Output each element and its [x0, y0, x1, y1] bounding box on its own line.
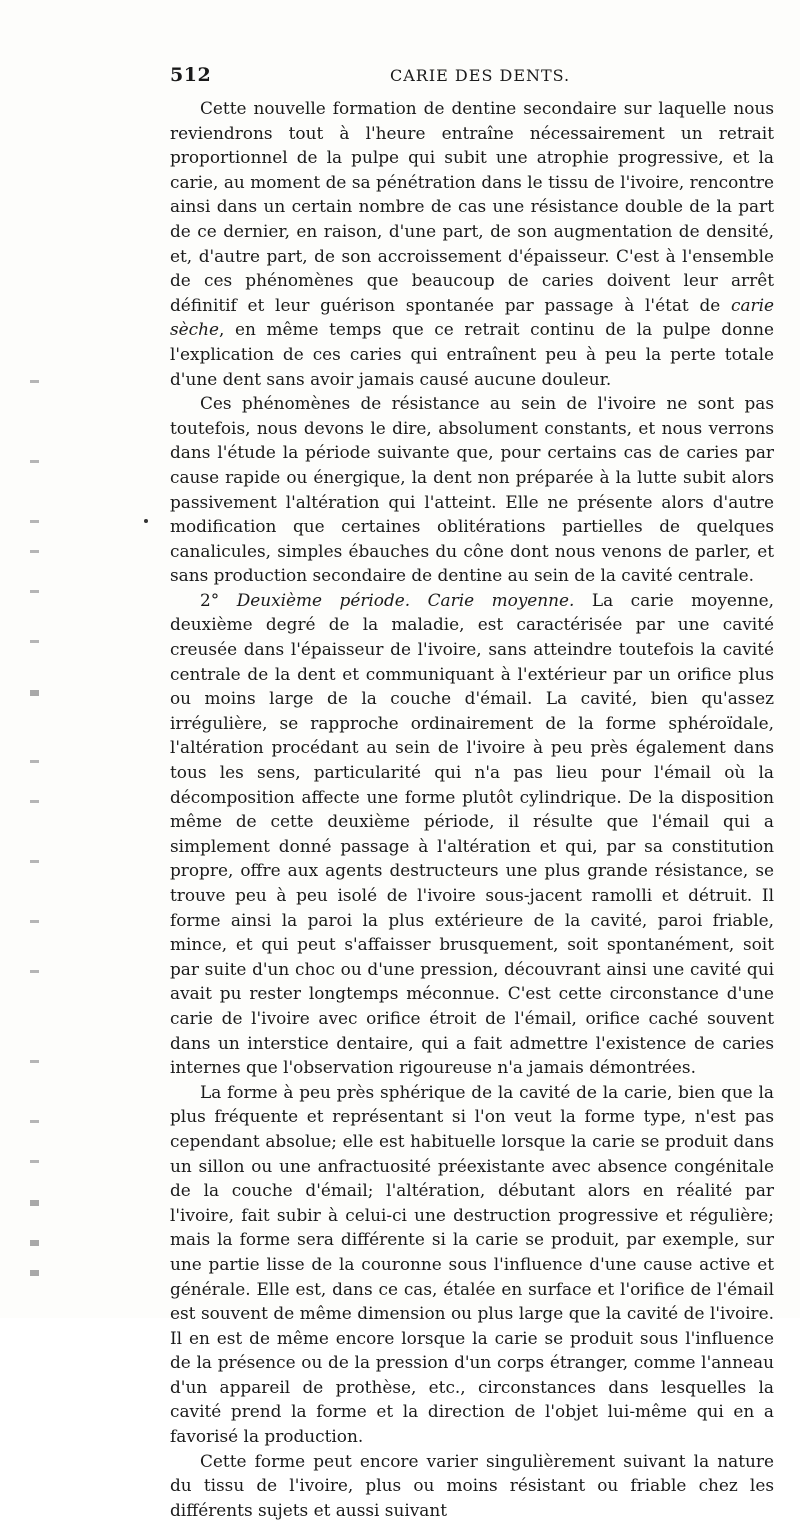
- page-number: 512: [170, 64, 212, 86]
- margin-mark: [30, 760, 39, 763]
- page-header: [170, 64, 770, 94]
- paragraph-4: [170, 1080, 774, 1449]
- section-title: Deuxième période. Carie moyenne.: [236, 589, 575, 610]
- paragraph-2: [170, 391, 774, 588]
- margin-mark: [30, 970, 39, 973]
- margin-mark: [30, 1270, 39, 1276]
- paragraph-1: [170, 96, 774, 391]
- margin-mark: [30, 1060, 39, 1063]
- body-text: [170, 96, 774, 1522]
- paragraph-text: La forme à peu près sphérique de la cavité de la carie, bien que la plus fréquente et représentant si l'on veut la forme type, n'est pas cependant absolue; elle est habituelle lorsque la carie se produit dans un sillon ou une anfractuosité préexistante avec absence congénitale de la couche d'émail; l'altération, débutant alors en réalité par l'ivoire, fait subir à celui-ci une destruction progressive et régulière; mais la forme sera différente si la carie se produit, par exemple, sur une partie lisse de la couronne sous l'influence d'une cause active et générale. Elle est, dans ce cas, étalée en surface et l'orifice de l'émail est souvent de même dimension ou plus large que la cavité de l'ivoire. Il en est de même encore lorsque la carie se produit sous l'influence de la présence ou de la pression d'un corps étranger, comme l'anneau d'un appareil de prothèse, etc., circonstances dans lesquelles la cavité prend la forme et la direction de l'objet lui-même qui en a favorisé la production.: [170, 1081, 774, 1447]
- paragraph-text: Cette nouvelle formation de dentine secondaire sur laquelle nous reviendrons tout à l'heure entraîne nécessairement un retrait proportionnel de la pulpe qui subit une atrophie progressive, et la carie, au moment de sa pénétration dans le tissu de l'ivoire, rencontre ainsi dans un certain nombre de cas une résistance double de la part de ce dernier, en raison, d'une part, de son augmentation de densité, et, d'autre part, de son accroissement d'épaisseur. C'est à l'ensemble de ces phénomènes que beaucoup de caries doivent leur arrêt définitif et leur guérison spontanée par passage à l'état de: [170, 98, 774, 315]
- margin-mark: [30, 860, 39, 863]
- margin-mark: [30, 1240, 39, 1246]
- paragraph-text: , en même temps que ce retrait continu de la pulpe donne l'explication de ces caries qui entraînent peu à peu la perte totale d'une dent sans avoir jamais causé aucune douleur.: [170, 319, 774, 389]
- margin-mark: [30, 920, 39, 923]
- paragraph-text: La carie moyenne, deuxième degré de la maladie, est caractérisée par une cavité creusée dans l'épaisseur de l'ivoire, sans atteindre toutefois la cavité centrale de la dent et communiquant à l'extérieur par un orifice plus ou moins large de la couche d'émail. La cavité, bien qu'assez irrégulière, se rapproche ordinairement de la forme sphéroïdale, l'altération procédant au sein de l'ivoire à peu près également dans tous les sens, particularité qui n'a pas lieu pour l'émail où la décomposition affecte une forme plutôt cylindrique. De la disposition même de cette deuxième période, il résulte que l'émail qui a simplement donné passage à l'altération et qui, par sa constitution propre, offre aux agents destructeurs une plus grande résistance, se trouve peu à peu isolé de l'ivoire sous-jacent ramolli et détruit. Il forme ainsi la paroi la plus extérieure de la cavité, paroi friable, mince, et qui peut s'affaisser brusquement, soit spontanément, soit par suite d'un choc ou d'une pression, découvrant ainsi une cavité qui avait pu rester longtemps méconnue. C'est cette circonstance d'une carie de l'ivoire avec orifice étroit de l'émail, orifice caché souvent dans un interstice dentaire, qui a fait admettre l'existence de caries internes que l'observation rigoureuse n'a jamais démontrées.: [170, 589, 775, 1078]
- margin-mark: [30, 1160, 39, 1163]
- margin-mark: [30, 520, 39, 523]
- paragraph-text: Cette forme peut encore varier singulièrement suivant la nature du tissu de l'ivoire, plus ou moins résistant ou friable chez les différents sujets et aussi suivant: [170, 1450, 774, 1520]
- margin-mark: [30, 460, 39, 463]
- section-number: 2°: [200, 589, 237, 610]
- scan-margin-marks: [28, 360, 42, 1300]
- margin-mark: [30, 800, 39, 803]
- margin-mark: [30, 550, 39, 553]
- margin-mark: [30, 1200, 39, 1206]
- margin-mark: [30, 640, 39, 643]
- italic-term: carie sèche: [170, 294, 774, 340]
- paragraph-5: [170, 1449, 774, 1522]
- margin-mark: [30, 380, 39, 383]
- margin-mark: [30, 590, 39, 593]
- paragraph-3: [170, 588, 774, 1080]
- running-head: CARIE DES DENTS.: [390, 66, 571, 85]
- margin-mark: [30, 1120, 39, 1123]
- margin-dot: [144, 519, 148, 523]
- paragraph-text: Ces phénomènes de résistance au sein de l'ivoire ne sont pas toutefois, nous devons le dire, absolument constants, et nous verrons dans l'étude la période suivante que, pour certains cas de caries par cause rapide ou énergique, la dent non préparée à la lutte subit alors passivement l'altération qui l'atteint. Elle ne présente alors d'autre modification que certaines oblitérations partielles de quelques canalicules, simples ébauches du cône dont nous venons de parler, et sans production secondaire de dentine au sein de la cavité centrale.: [170, 393, 774, 586]
- margin-mark: [30, 690, 39, 696]
